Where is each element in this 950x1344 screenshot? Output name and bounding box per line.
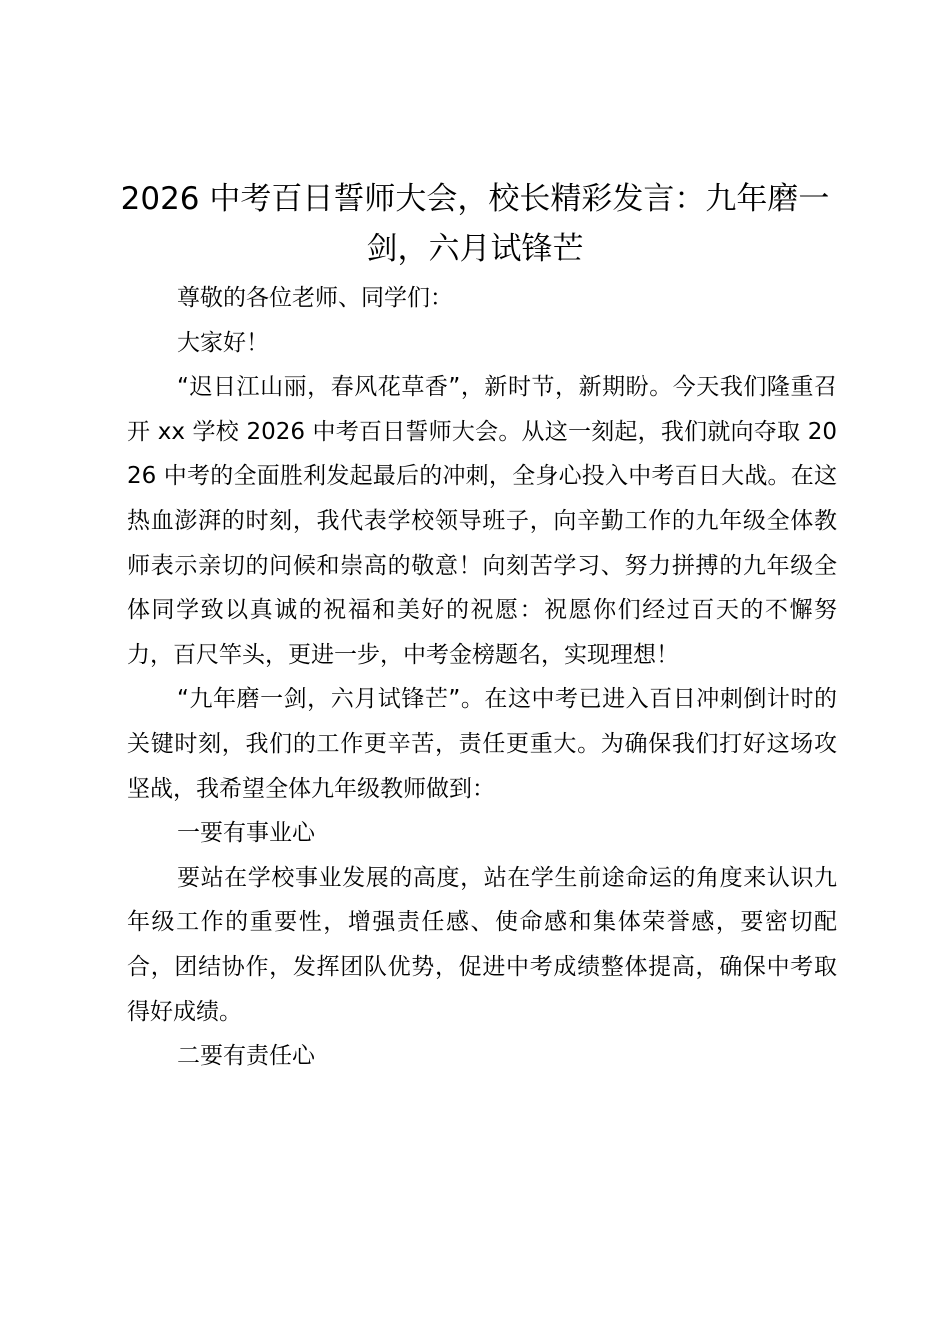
section-heading-1: 一要有事业心 (177, 820, 315, 847)
document-title: 2026 中考百日誓师大会，校长精彩发言：九年磨一剑，六月试锋芒 (120, 181, 830, 267)
opening-paragraph: “迟日江山丽，春风花草香”，新时节，新期盼。今天我们隆重召开 xx 学校 2026 中考百日誓师大会。从这一刻起，我们就向夺取 2026 中考的全面胜利发起最后的冲刺，全身心投入中考百日大战。在这热血澎湃的时刻，我代表学校领导班子，向辛勤工作的九年级全体教师表示亲切的问候和崇高的敬意！向刻苦学习、努力拼搏的九年级全体同学致以真诚的祝福和美好的祝愿：祝愿你们经过百天的不懈努力，百尺竿头，更进一步，中考金榜题名，实现理想！ (127, 374, 837, 668)
salutation: 尊敬的各位老师、同学们： (177, 285, 453, 311)
section-paragraph-1: 要站在学校事业发展的高度，站在学生前途命运的角度来认识九年级工作的重要性，增强责任感、使命感和集体荣誉感，要密切配合，团结协作，发挥团队优势，促进中考成绩整体提高，确保中考取得好成绩。 (127, 864, 837, 1025)
section-heading-2: 二要有责任心 (177, 1043, 315, 1070)
greeting: 大家好！ (177, 329, 269, 356)
motto-paragraph: “九年磨一剑，六月试锋芒”。在这中考已进入百日冲刺倒计时的关键时刻，我们的工作更辛苦，责任更重大。为确保我们打好这场攻坚战，我希望全体九年级教师做到： (127, 686, 837, 802)
document-body (127, 276, 837, 1079)
